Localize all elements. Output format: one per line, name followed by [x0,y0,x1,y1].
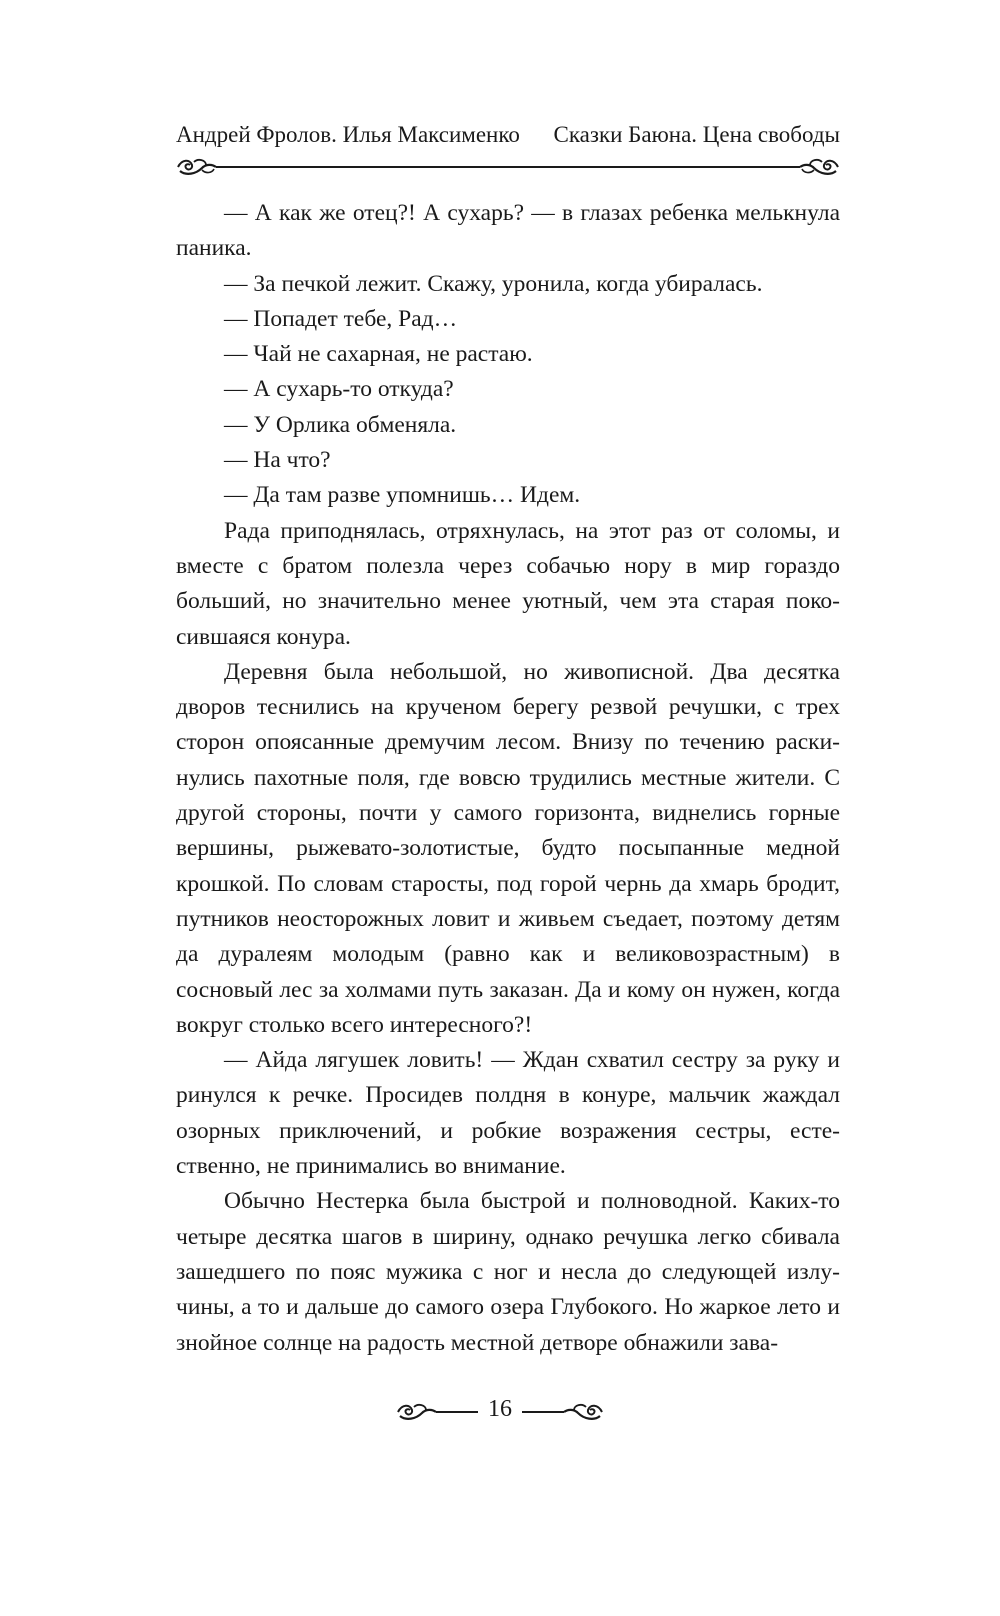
body-text [176,196,840,1361]
paragraph: — Да там разве упомнишь… Идем. [224,482,581,509]
paragraph: — За печкой лежит. Скажу, уронила, когда убиралась. [224,270,763,297]
header-rule [176,156,840,178]
page-number: 16 [488,1396,512,1422]
paragraph: — У Орлика обменяла. [224,411,457,438]
paragraph: Обычно Нестерка была быстрой и полноводной. Каких-то четыре десятка шагов в ширину, однако речушка легко сбивала зашедшего по пояс мужика с ног и несла до следующей излучины, а то и дальше до самого озера Глубокого. Но жаркое лето и знойное солнце на радость местной детворе обнажили зава- [176,1188,840,1356]
header-authors: Андрей Фролов. Илья Максименко [176,122,520,147]
paragraph: — Чай не сахарная, не растаю. [224,341,533,368]
paragraph: — На что? [224,447,331,474]
paragraph: — Попадет тебе, Рад… [224,305,458,332]
running-header [176,120,840,150]
paragraph: Рада приподнялась, отряхнулась, на этот раз от соломы, и вместе с братом полезла через собачью нору в мир гораздо больший, но значительно менее уютный, чем эта старая покосившаяся конура. [176,517,840,650]
paragraph: — А сухарь-то откуда? [224,376,454,403]
header-book-title: Сказки Баюна. Цена свободы [553,122,840,147]
flourish-right-icon [800,160,838,174]
flourish-footer-right-icon [520,1400,604,1424]
paragraph: — А как же отец?! А сухарь? — в глазах ребенка мелькнула паника. [176,200,840,262]
paragraph: — Айда лягушек ловить! — Ждан схватил сестру за руку и ринулся к речке. Просидев полдня в конуре, мальчик жаждал озорных приключений, и робкие возражения сестры, естественно, не принимались во внимание. [176,1047,840,1180]
flourish-left-icon [178,160,216,174]
page-footer [0,1392,1000,1432]
flourish-footer-left-icon [396,1400,480,1424]
paragraph: Деревня была небольшой, но живописной. Два десятка дворов теснились на крученом берегу резвой речушки, с трех сторон опоясанные дремучим лесом. Внизу по течению раскинулись пахотные поля, где вовсю трудились местные жители. С другой стороны, почти у самого горизонта, виднелись горные вершины, рыжевато-золотистые, будто посыпанные медной крошкой. По словам старосты, под горой чернь да хмарь бродит, путников неосторожных ловит и живьем съедает, поэтому детям да дуралеям молодым (равно как и великовозрастным) в сосновый лес за холмами путь заказан. Да и кому он нужен, когда вокруг столько всего интересного?! [176,658,840,1038]
